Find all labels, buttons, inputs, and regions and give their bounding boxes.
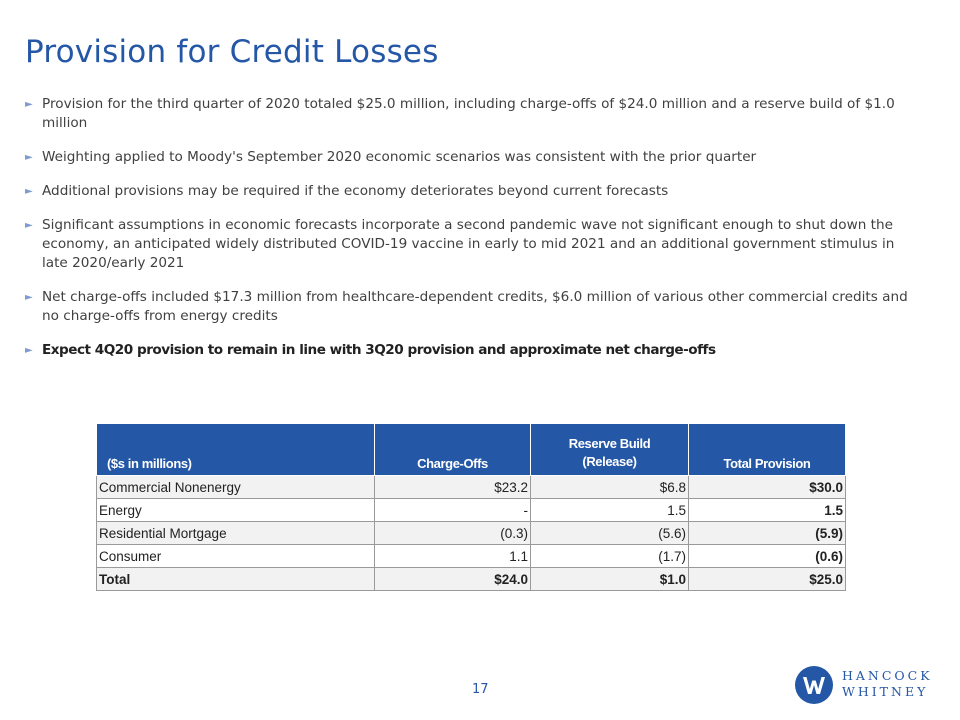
row-label: Commercial Nonenergy [97,476,375,499]
bullet-text: Net charge-offs included $17.3 million from healthcare-dependent credits, $6.0 million of various other commercial credits and no charge-offs from energy credits [42,289,908,324]
row-label: Residential Mortgage [97,522,375,545]
bullet-arrow-icon: ► [25,220,33,231]
row-label: Consumer [97,545,375,568]
bullet-arrow-icon: ► [25,186,33,197]
row-label: Total [97,568,375,591]
bullet-text: Expect 4Q20 provision to remain in line with 3Q20 provision and approximate net charge-offs [42,342,716,358]
bullet-arrow-icon: ► [25,99,33,110]
page-number: 17 [472,682,489,697]
bullet-item [25,216,910,273]
cell-charge-offs: 1.1 [375,545,531,568]
cell-total-provision: 1.5 [689,499,846,522]
table-row [97,476,846,499]
cell-reserve-build: (5.6) [531,522,689,545]
bullet-text: Additional provisions may be required if the economy deteriorates beyond current forecasts [42,183,669,199]
cell-reserve-build: (1.7) [531,545,689,568]
cell-reserve-build: $1.0 [531,568,689,591]
cell-total-provision: $30.0 [689,476,846,499]
company-logo [794,663,944,707]
row-label: Energy [97,499,375,522]
table-header-row [97,424,846,476]
logo-line1: HANCOCK [842,668,933,683]
bullet-arrow-icon: ► [25,292,33,303]
table-row [97,545,846,568]
cell-charge-offs: - [375,499,531,522]
table-row [97,522,846,545]
cell-reserve-build: 1.5 [531,499,689,522]
cell-total-provision: (0.6) [689,545,846,568]
bullet-list [25,95,910,375]
header-reserve-build-line1: Reserve Build [568,436,651,451]
cell-charge-offs: $23.2 [375,476,531,499]
bullet-text: Significant assumptions in economic forecasts incorporate a second pandemic wave not significant enough to shut down the economy, an anticipated widely distributed COVID-19 vaccine in early to mid 2021 and an additional government stimulus in late 2020/early 2021 [42,217,895,271]
table-row-total [97,568,846,591]
header-reserve-build [531,424,689,476]
cell-total-provision: $25.0 [689,568,846,591]
bullet-text: Provision for the third quarter of 2020 totaled $25.0 million, including charge-offs of $24.0 million and a reserve build of $1.0 million [42,96,895,131]
bullet-item [25,288,910,326]
bullet-arrow-icon: ► [25,345,33,356]
logo-wordmark [842,668,933,700]
bullet-arrow-icon: ► [25,152,33,163]
cell-total-provision: (5.9) [689,522,846,545]
header-charge-offs: Charge-Offs [375,424,531,476]
header-units: ($s in millions) [97,424,375,476]
table-row [97,499,846,522]
cell-charge-offs: $24.0 [375,568,531,591]
bullet-item [25,148,910,167]
logo-line2: WHITNEY [842,684,929,699]
cell-reserve-build: $6.8 [531,476,689,499]
bullet-text: Weighting applied to Moody's September 2020 economic scenarios was consistent with the prior quarter [42,149,757,165]
hancock-whitney-logo-icon [794,665,834,705]
cell-charge-offs: (0.3) [375,522,531,545]
bullet-item [25,182,910,201]
bullet-item-emphasis [25,341,910,360]
bullet-item [25,95,910,133]
provision-table [96,423,846,591]
header-total-provision: Total Provision [689,424,846,476]
header-reserve-build-line2: (Release) [582,454,637,469]
page-title: Provision for Credit Losses [25,34,439,70]
